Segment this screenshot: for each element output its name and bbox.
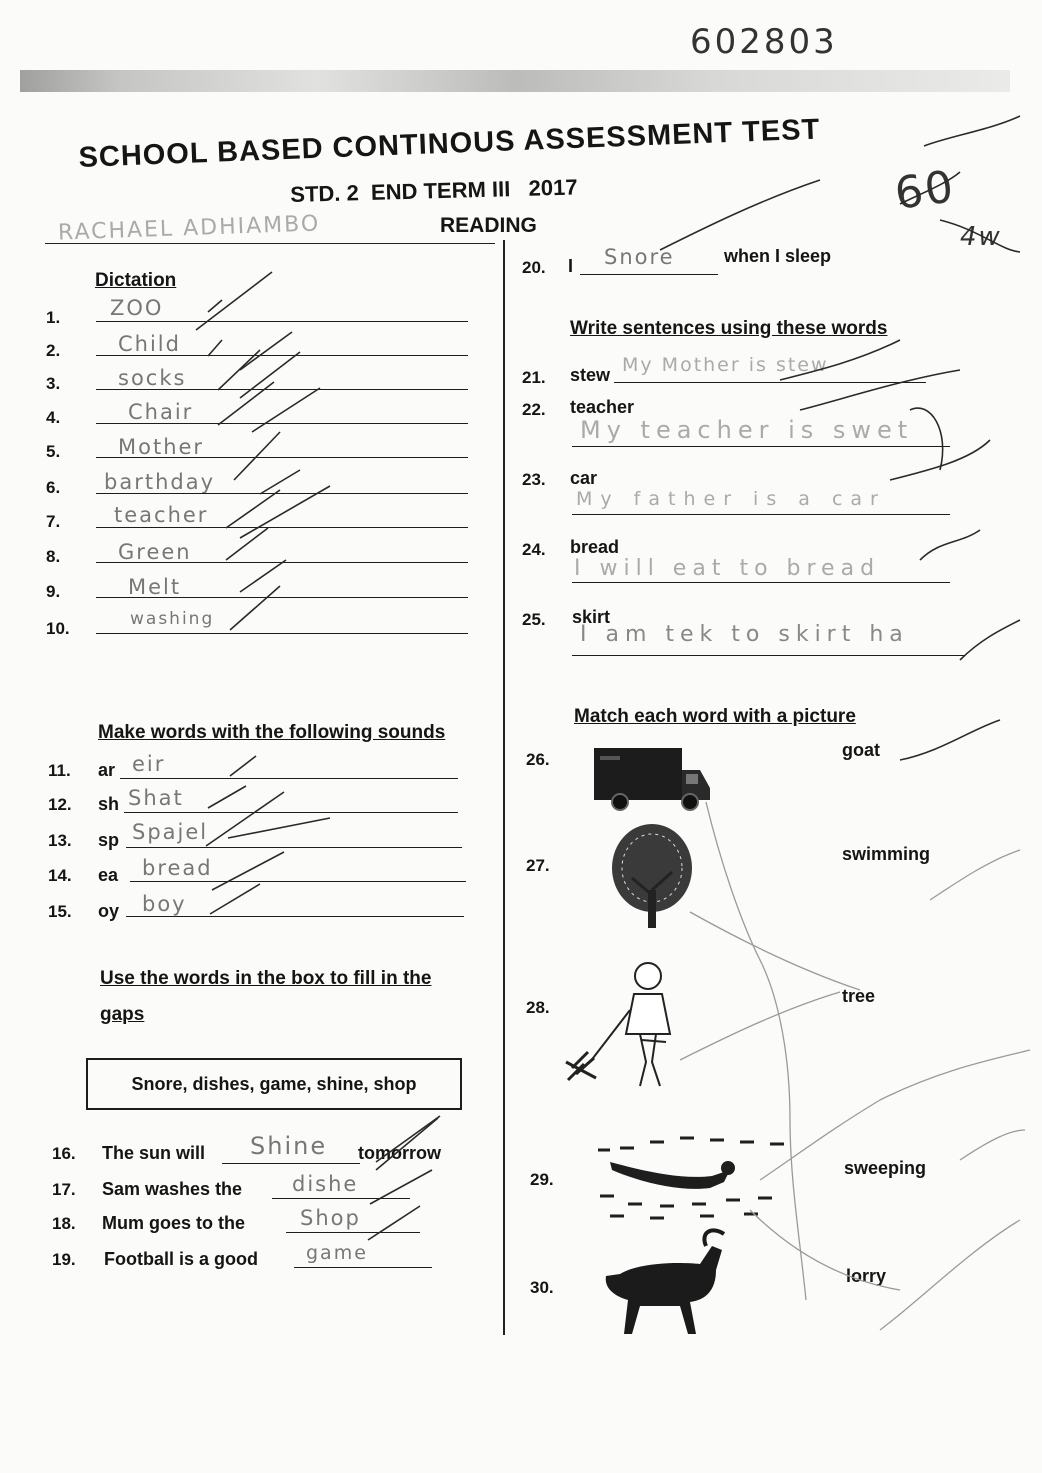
score-mark: 60 — [891, 161, 959, 220]
tick-marks — [196, 116, 1020, 1240]
answer-field[interactable]: My Mother is stew — [622, 354, 829, 376]
answer-field[interactable]: dishe — [292, 1172, 359, 1196]
item-number: 22. — [522, 400, 546, 419]
answer-field[interactable]: Shine — [250, 1132, 328, 1160]
gap-sentence-start: I — [568, 256, 574, 276]
answer-field[interactable]: Shop — [300, 1206, 361, 1230]
gap-sentence-start: Mum goes to the — [102, 1213, 245, 1233]
gap-sentence-start: The sun will — [102, 1143, 206, 1163]
answer-field[interactable]: socks — [118, 366, 187, 390]
gap-sentence-end: when I sleep — [724, 246, 832, 266]
item-number: 7. — [46, 512, 61, 531]
student-name: RACHAEL ADHIAMBO — [57, 211, 321, 246]
item-number: 21. — [522, 368, 546, 387]
match-heading: Match each word with a picture — [574, 706, 856, 727]
sound-prompt: oy — [98, 901, 120, 921]
sound-prompt: sp — [98, 830, 120, 850]
match-word[interactable]: swimming — [842, 844, 931, 864]
match-word[interactable]: tree — [842, 986, 876, 1006]
answer-field[interactable]: eir — [132, 752, 166, 776]
item-number: 24. — [522, 540, 546, 559]
answer-field[interactable]: Chair — [128, 400, 194, 424]
answer-field[interactable]: Child — [118, 332, 181, 356]
item-number: 25. — [522, 610, 546, 629]
word-box-text: Snore, dishes, game, shine, shop — [131, 1073, 417, 1094]
item-number: 4. — [46, 408, 61, 427]
answer-field[interactable]: game — [306, 1242, 368, 1264]
sweeping-girl-icon — [566, 963, 670, 1086]
item-number: 12. — [48, 795, 72, 814]
item-number: 18. — [52, 1214, 76, 1233]
answer-field[interactable]: Mother — [118, 435, 205, 459]
sentences-heading: Write sentences using these words — [570, 318, 888, 339]
sentence-word: teacher — [570, 397, 635, 417]
answer-field[interactable]: barthday — [104, 470, 216, 494]
answer-field[interactable]: ZOO — [110, 296, 164, 320]
sentence-word: skirt — [572, 607, 611, 627]
match-word[interactable]: goat — [842, 740, 880, 760]
item-number: 16. — [52, 1144, 76, 1163]
answer-field[interactable]: teacher — [114, 503, 209, 527]
item-number: 8. — [46, 547, 61, 566]
item-number: 27. — [526, 856, 550, 875]
dictation-heading: Dictation — [95, 270, 177, 291]
item-number: 5. — [46, 442, 61, 461]
answer-field[interactable]: Shat — [128, 786, 184, 810]
matching-lines — [680, 802, 1030, 1330]
item-number: 3. — [46, 374, 61, 393]
lorry-icon — [594, 748, 710, 810]
answer-field[interactable]: Spajel — [132, 820, 209, 844]
answer-field[interactable]: Snore — [604, 245, 675, 269]
sound-prompt: sh — [98, 794, 120, 814]
sound-prompt: ar — [98, 760, 116, 780]
item-number: 19. — [52, 1250, 76, 1269]
page-subtitle: STD. 2 END TERM III 2017 — [290, 174, 578, 207]
item-number: 9. — [46, 582, 61, 601]
item-number: 20. — [522, 258, 546, 277]
item-number: 26. — [526, 750, 550, 769]
sentence-word: car — [570, 468, 598, 488]
item-number: 10. — [46, 619, 70, 638]
subject-label: READING — [440, 214, 537, 237]
item-number: 23. — [522, 470, 546, 489]
fill-gaps-heading-cont: gaps — [100, 1004, 145, 1025]
sentence-word: stew — [570, 365, 611, 385]
item-number: 15. — [48, 902, 72, 921]
item-number: 1. — [46, 308, 61, 327]
gap-sentence-start: Sam washes the — [102, 1179, 243, 1199]
fill-gaps-heading: Use the words in the box to fill in the — [100, 968, 432, 989]
swimmer-icon — [598, 1138, 784, 1218]
item-number: 6. — [46, 478, 61, 497]
sounds-heading: Make words with the following sounds — [98, 722, 446, 743]
answer-field[interactable]: Melt — [128, 575, 182, 599]
answer-field[interactable]: Green — [118, 540, 192, 564]
item-number: 30. — [530, 1278, 554, 1297]
item-number: 11. — [48, 761, 71, 780]
serial-number: 602803 — [690, 22, 838, 62]
item-number: 13. — [48, 831, 72, 850]
tree-icon — [612, 824, 692, 928]
answer-field[interactable]: I am tek to skirt ha — [580, 622, 909, 647]
item-number: 28. — [526, 998, 550, 1017]
item-number: 14. — [48, 866, 72, 885]
sound-prompt: ea — [98, 865, 119, 885]
item-number: 29. — [530, 1170, 554, 1189]
answer-field[interactable]: bread — [142, 856, 213, 880]
answer-field[interactable]: washing — [130, 609, 215, 629]
score-note: 4w — [960, 222, 1002, 252]
sentence-word: bread — [570, 537, 620, 557]
item-number: 17. — [52, 1180, 76, 1199]
answer-field[interactable]: My teacher is swet — [580, 416, 914, 444]
page-title: SCHOOL BASED CONTINOUS ASSESSMENT TEST — [78, 113, 821, 174]
gap-sentence-end: tomorrow — [358, 1143, 441, 1163]
match-word[interactable]: sweeping — [844, 1158, 927, 1178]
answer-field[interactable]: My father is a car — [576, 488, 886, 510]
answer-field[interactable]: I will eat to bread — [574, 556, 881, 581]
gap-sentence-start: Football is a good — [104, 1249, 258, 1269]
answer-field[interactable]: boy — [142, 892, 187, 916]
item-number: 2. — [46, 341, 61, 360]
match-word[interactable]: lorry — [846, 1266, 887, 1286]
goat-icon — [606, 1230, 724, 1334]
